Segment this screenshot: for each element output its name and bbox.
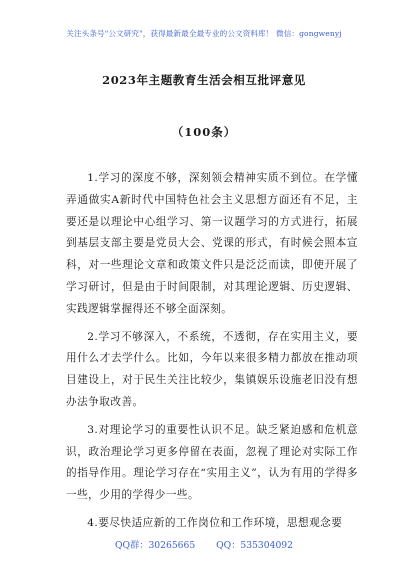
paragraph-4: 4.要尽快适应新的工作岗位和工作环境，思想观念要: [87, 516, 343, 529]
footer-contacts: [0, 537, 408, 551]
document-body: [66, 168, 358, 541]
paragraph-2: 2.学习不够深入，不系统，不透彻，存在实用主义，要用什么才去学什么。比如，今年以来很多精力都放在推动项目建设上，对于民生关注比较少，集镇娱乐设施老旧没有想办法争取改善。: [66, 330, 358, 408]
footer-qq-group: QQ群：30265665: [115, 540, 196, 551]
paragraph-1: 1.学习的深度不够，深刻领会精神实质不到位。在学懂弄通做实A新时代中国特色社会主义思想方面还有不足，主要还是以理论中心组学习、第一议题学习的方式进行，拓展到基层支部主要是党员大会、党课的形式，有时候会照本宣科，对一些理论文章和政策文件只是泛泛而读，即使开展了学习研讨，但是由于时间限制，对其理论逻辑、历史逻辑、实践逻辑掌握得还不够全面深刻。: [66, 172, 358, 315]
paragraph-3: 3.对理论学习的重要性认识不足。缺乏紧迫感和危机意识，政治理论学习更多停留在表面，忽视了理论对实际工作的指导作用。理论学习存在“实用主义”，认为有用的学得多一些，少用的学得少一些。: [66, 423, 358, 502]
header-promo-note: 关注头条号"公文研究"，获得最新最全最专业的公文资料库！ 微信：gongwenyj: [66, 29, 342, 38]
footer-qq-number: QQ：535304092: [216, 540, 293, 551]
document-title: 2023年主题教育生活会相互批评意见: [102, 73, 306, 87]
document-subtitle: （100条）: [171, 125, 237, 139]
